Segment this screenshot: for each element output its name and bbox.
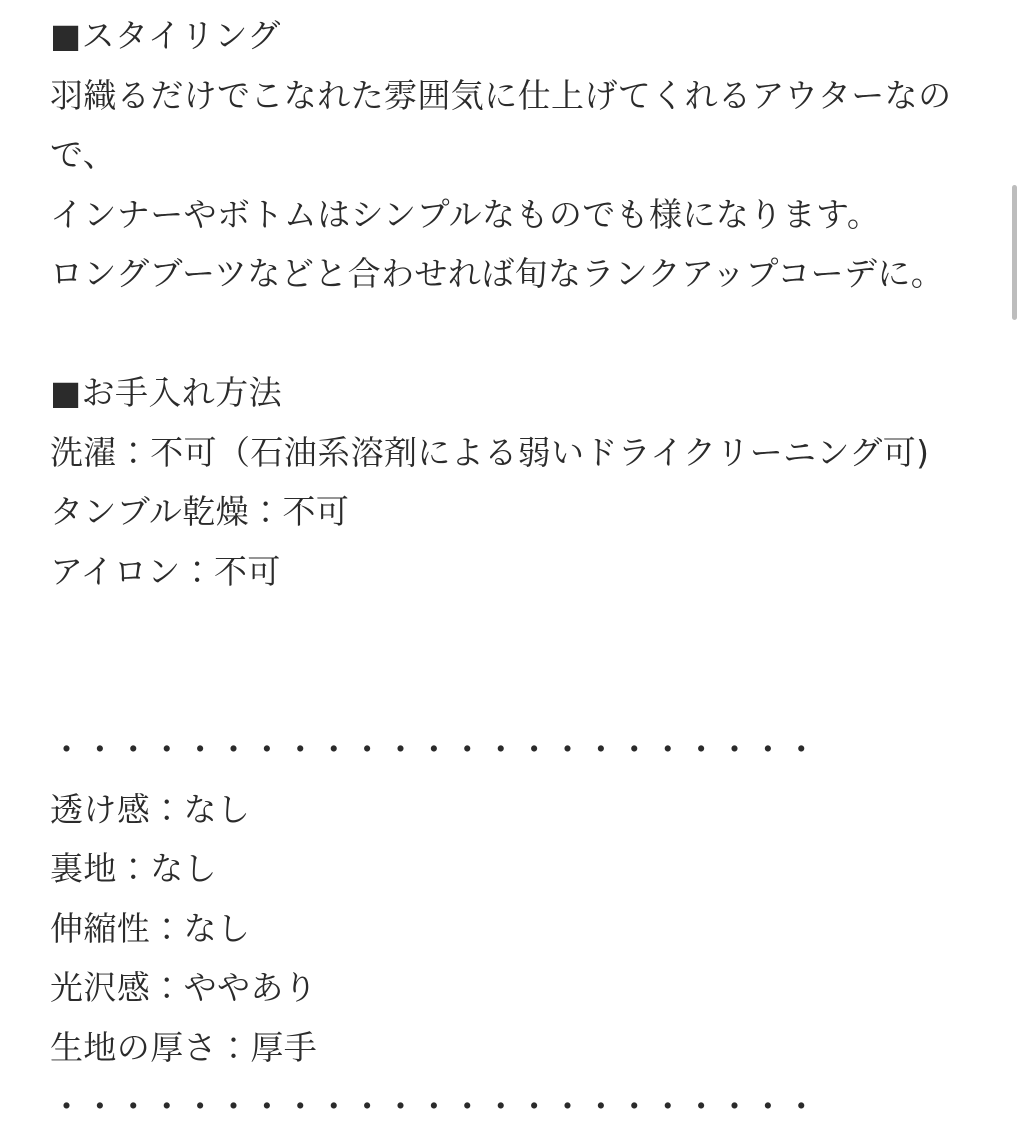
spec-line-sheerness: 透け感：なし xyxy=(50,789,251,829)
section-care xyxy=(50,363,976,601)
styling-line-2: で、 xyxy=(50,135,117,174)
section-heading-care: ■お手入れ方法 xyxy=(50,373,282,412)
spec-line-lining: 裏地：なし xyxy=(50,849,217,888)
section-heading-styling: ■スタイリング xyxy=(50,16,281,55)
spacer-line-3 xyxy=(50,661,976,721)
description-text-block xyxy=(50,6,976,1137)
styling-line-3: インナーやボトムはシンプルなものでも様になります。 xyxy=(50,194,881,234)
section-styling xyxy=(50,6,976,304)
styling-line-1: 羽織るだけでこなれた雰囲気に仕上げてくれるアウターなの xyxy=(50,75,952,115)
care-line-2: タンブル乾燥：不可 xyxy=(50,492,350,531)
spec-divider-top: ・・・・・・・・・・・・・・・・・・・・・・・ xyxy=(50,730,819,769)
care-line-1: 洗濯：不可（石油系溶剤による弱いドライクリーニング可) xyxy=(50,432,930,472)
scrollbar-thumb[interactable] xyxy=(1012,185,1017,320)
spacer-line-2 xyxy=(50,601,976,661)
care-line-3: アイロン：不可 xyxy=(50,551,281,591)
spec-line-gloss: 光沢感：ややあり xyxy=(50,968,318,1007)
section-spec xyxy=(50,720,976,1137)
spec-line-thickness: 生地の厚さ：厚手 xyxy=(50,1027,318,1067)
spec-line-stretch: 伸縮性：なし xyxy=(50,908,251,948)
styling-line-4: ロングブーツなどと合わせれば旬なランクアップコーデに。 xyxy=(50,254,945,293)
vertical-scrollbar[interactable] xyxy=(1008,0,1022,1080)
spec-divider-bottom: ・・・・・・・・・・・・・・・・・・・・・・・ xyxy=(50,1087,819,1126)
spacer-line-1 xyxy=(50,304,976,364)
